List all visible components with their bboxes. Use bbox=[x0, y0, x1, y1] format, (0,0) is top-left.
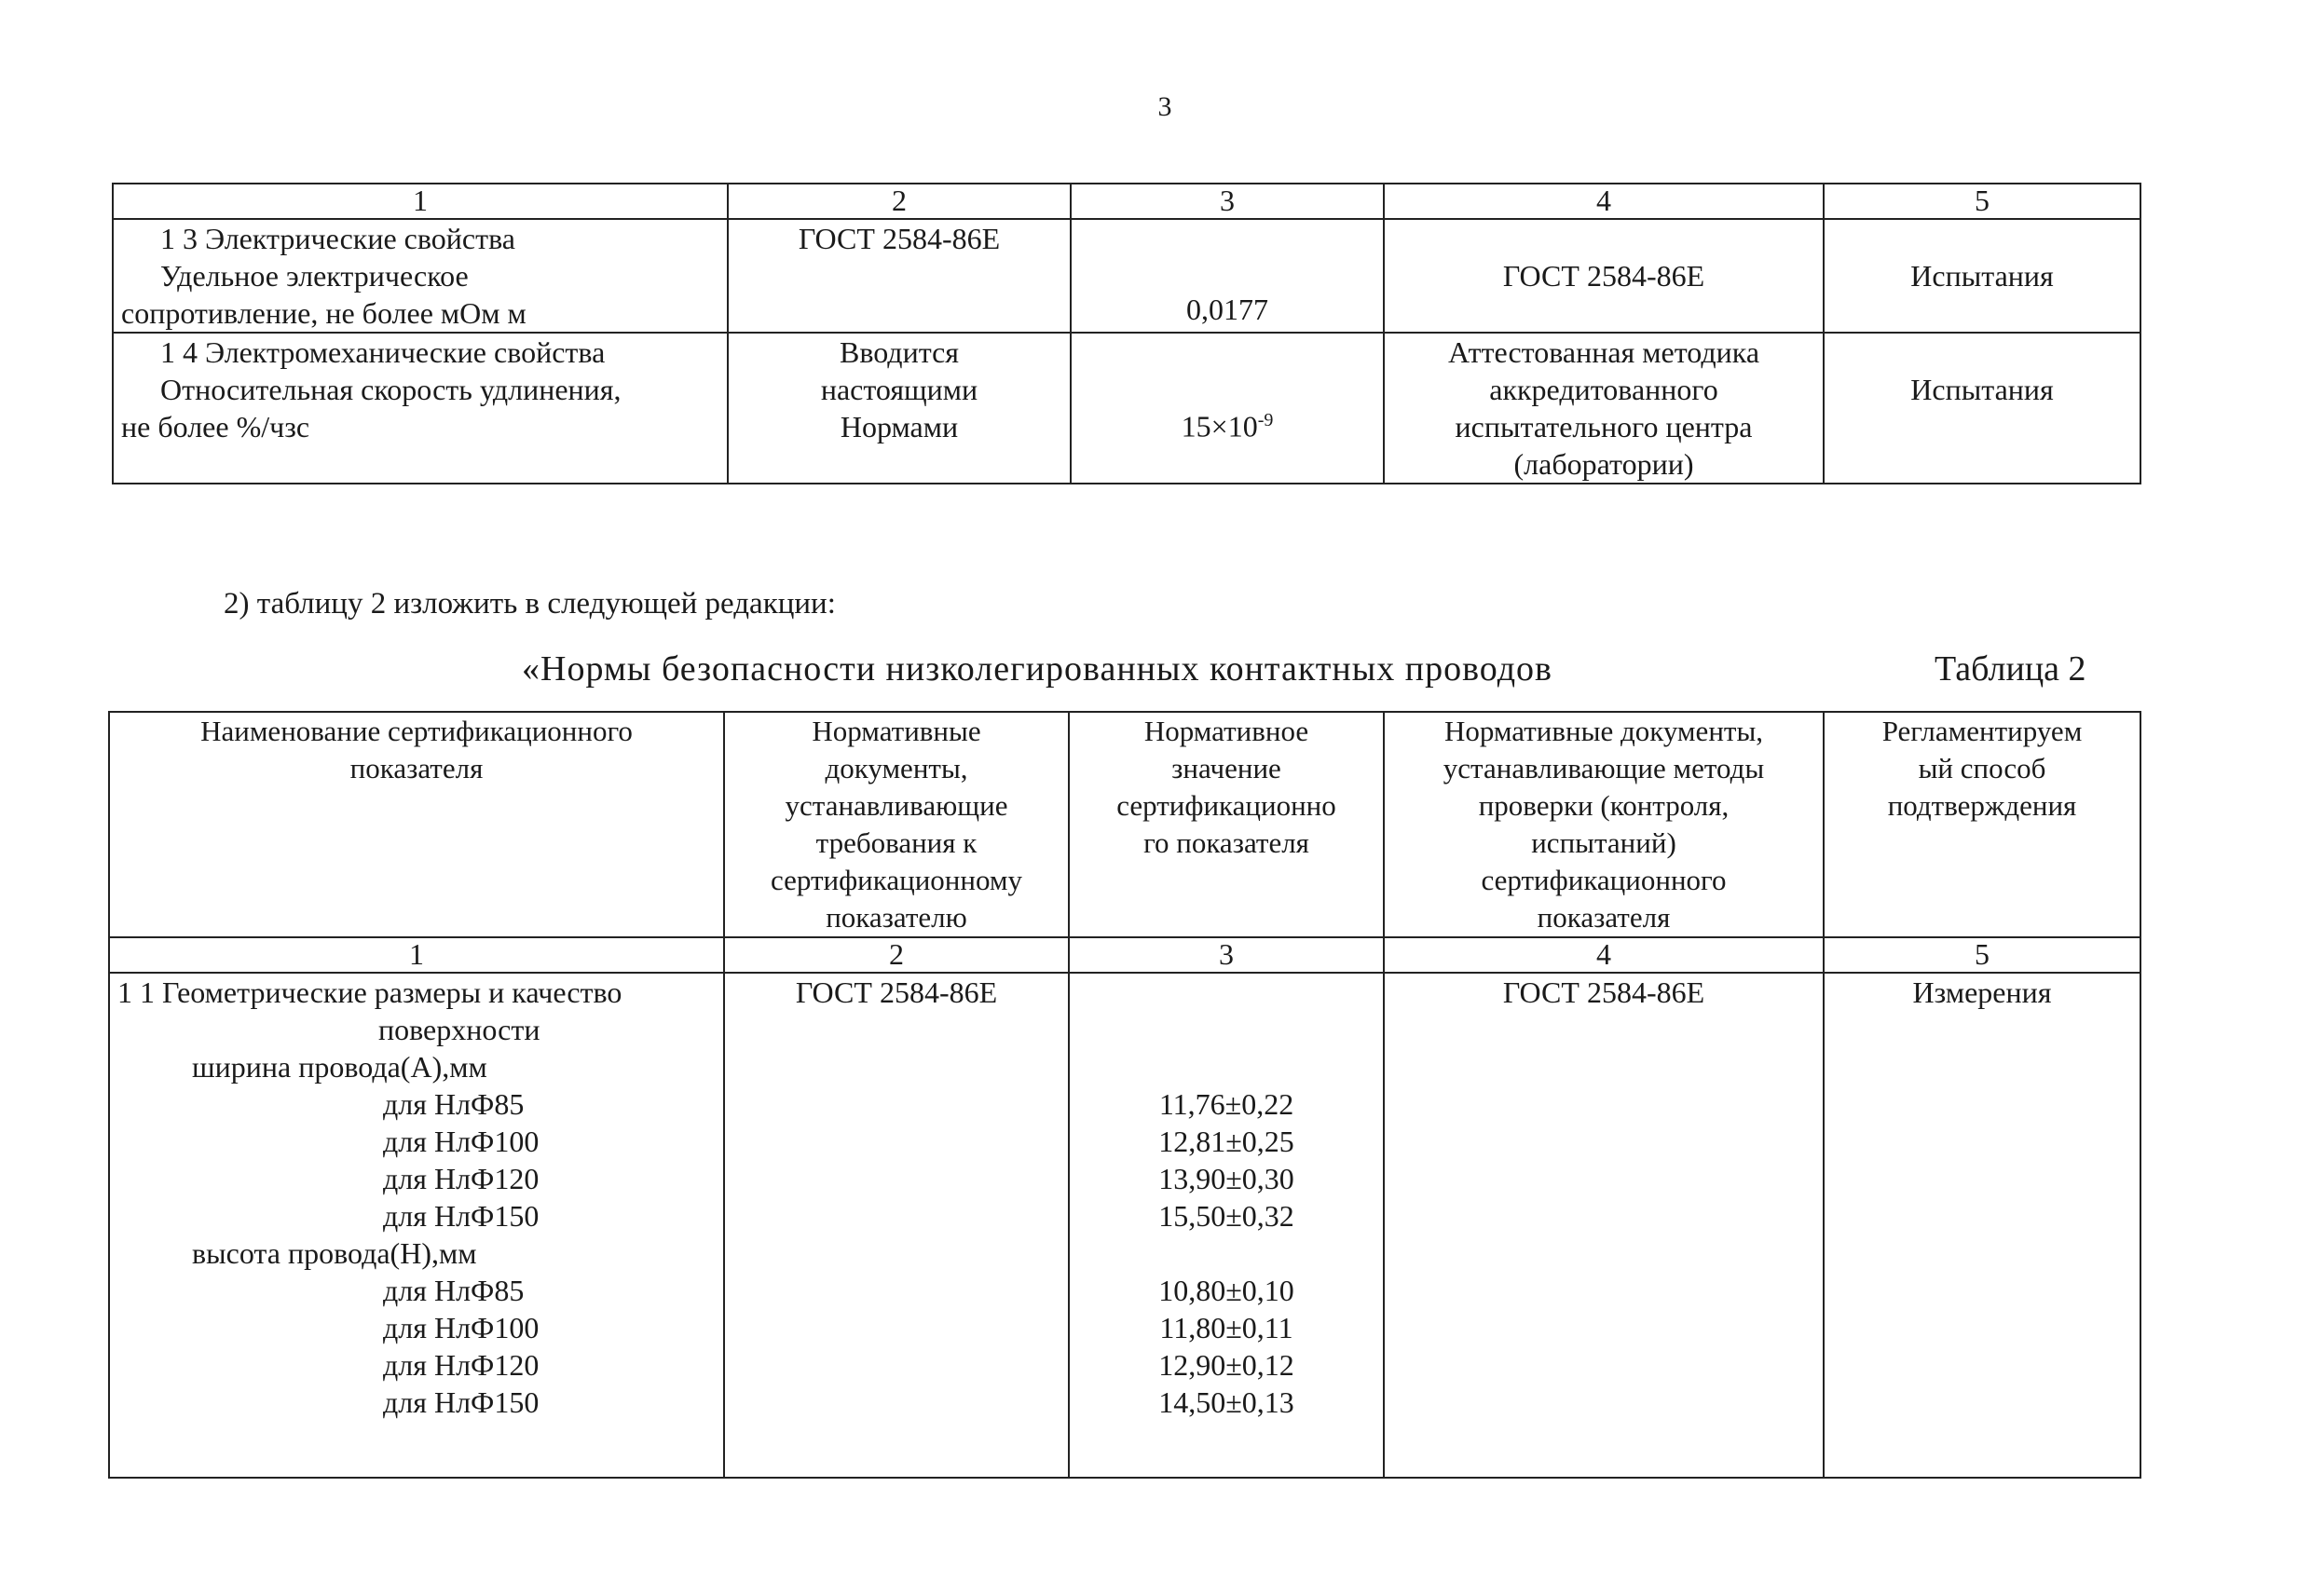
table2-header-value-line1: Нормативное bbox=[1143, 715, 1309, 747]
table2-colnum-4: 4 bbox=[1384, 937, 1824, 973]
table2-header-name-line2: показателя bbox=[349, 752, 484, 784]
width-value-4: 15,50±0,32 bbox=[1158, 1199, 1294, 1233]
table1-row1-name bbox=[113, 219, 728, 333]
table1-column-numbers bbox=[113, 184, 2140, 219]
table2-header-value-line3: сертификационно bbox=[1116, 789, 1336, 822]
table1-row2-method-line1: Аттестованная методика bbox=[1447, 335, 1760, 369]
table1-row2-value-base: 15×10 bbox=[1181, 410, 1258, 443]
height-item-label-3: для НлФ120 bbox=[383, 1348, 540, 1382]
table1-colnum-3: 3 bbox=[1071, 184, 1384, 219]
table2-header-confirm-line2: ый способ bbox=[1918, 752, 2046, 784]
table2-label: Таблица 2 bbox=[1935, 649, 2086, 689]
table2-header-confirm-line3: подтверждения bbox=[1887, 789, 2077, 822]
table2-header-norm-doc-line4: требования к bbox=[815, 826, 978, 859]
table2-header-norm-doc-line5: сертификационному bbox=[770, 864, 1023, 896]
table2-colnum-1: 1 bbox=[109, 937, 724, 973]
table1-row2-confirm-cell bbox=[1824, 333, 2140, 484]
table2-header-value bbox=[1069, 712, 1384, 937]
height-value-4: 14,50±0,13 bbox=[1158, 1385, 1294, 1419]
table2-row-method-doc: ГОСТ 2584-86Е bbox=[1384, 973, 1824, 1478]
table2-header-method-line6: показателя bbox=[1537, 901, 1671, 934]
width-item-label-1: для НлФ85 bbox=[383, 1087, 525, 1121]
table2-header-confirm bbox=[1824, 712, 2140, 937]
table1-row2-norm-doc-line3: Нормами bbox=[840, 410, 959, 443]
table1-row2-confirm: Испытания bbox=[1910, 373, 2054, 406]
table1-row2-method-line4: (лаборатории) bbox=[1513, 447, 1694, 481]
table1-row2-name-line1: 1 4 Электромеханические свойства bbox=[160, 335, 606, 369]
table2-colnum-5: 5 bbox=[1824, 937, 2140, 973]
height-label: высота провода(Н),мм bbox=[192, 1236, 477, 1270]
height-item-label-1: для НлФ85 bbox=[383, 1274, 525, 1307]
table2-row-norm-doc: ГОСТ 2584-86Е bbox=[724, 973, 1069, 1478]
width-value-2: 12,81±0,25 bbox=[1158, 1125, 1294, 1158]
table1-colnum-2: 2 bbox=[728, 184, 1071, 219]
width-item-label-4: для НлФ150 bbox=[383, 1199, 540, 1233]
width-value-1: 11,76±0,22 bbox=[1158, 1087, 1294, 1121]
table2-header-norm-doc-line6: показателю bbox=[826, 901, 967, 934]
table2-header-norm-doc bbox=[724, 712, 1069, 937]
table2-header-value-line4: го показателя bbox=[1143, 826, 1309, 859]
table-row bbox=[113, 219, 2140, 333]
table2-header-method-line3: проверки (контроля, bbox=[1478, 789, 1730, 822]
table-1 bbox=[112, 183, 2141, 484]
table1-row2-value-exp: -9 bbox=[1257, 410, 1274, 431]
table1-row1-name-line1: 1 3 Электрические свойства bbox=[160, 222, 515, 255]
table2-header-method-line2: устанавливающие методы bbox=[1443, 752, 1765, 784]
height-value-1: 10,80±0,10 bbox=[1158, 1274, 1294, 1307]
table2-header-norm-doc-line1: Нормативные bbox=[812, 715, 981, 747]
height-value-3: 12,90±0,12 bbox=[1158, 1348, 1294, 1382]
table2-row-values bbox=[1069, 973, 1384, 1478]
table2-row-title-line1: 1 1 Геометрические размеры и качество bbox=[117, 975, 622, 1009]
table2-row-confirm: Измерения bbox=[1824, 973, 2140, 1478]
table2-row-name bbox=[109, 973, 724, 1478]
table1-row2-method-doc bbox=[1384, 333, 1824, 484]
table1-row1-value-cell bbox=[1071, 219, 1384, 333]
table1-row2-value bbox=[1072, 402, 1383, 445]
table-row bbox=[109, 973, 2140, 1478]
table1-row2-norm-doc-line2: настоящими bbox=[820, 373, 978, 406]
table1-row1-name-line2: Удельное электрическое bbox=[160, 259, 469, 293]
width-label: ширина провода(А),мм bbox=[192, 1050, 487, 1084]
table2-header-method-line5: сертификационного bbox=[1481, 864, 1727, 896]
width-item-label-2: для НлФ100 bbox=[383, 1125, 540, 1158]
table1-row1-method-doc: ГОСТ 2584-86Е bbox=[1502, 259, 1705, 293]
table1-row1-name-line3: сопротивление, не более мОм м bbox=[121, 296, 526, 330]
table1-row2-norm-doc bbox=[728, 333, 1071, 484]
table2-header-method bbox=[1384, 712, 1824, 937]
table1-row2-norm-doc-line1: Вводится bbox=[839, 335, 959, 369]
table1-row2-method-line3: испытательного центра bbox=[1455, 410, 1753, 443]
table1-row1-confirm-cell bbox=[1824, 219, 2140, 333]
table1-row2-name-line3: не более %/чзс bbox=[121, 410, 310, 443]
table1-row2-method-line2: аккредитованного bbox=[1489, 373, 1718, 406]
table2-header-row bbox=[109, 712, 2140, 937]
height-item-label-4: для НлФ150 bbox=[383, 1385, 540, 1419]
table-2 bbox=[108, 711, 2141, 1479]
table2-colnum-3: 3 bbox=[1069, 937, 1384, 973]
table2-colnum-2: 2 bbox=[724, 937, 1069, 973]
table1-row1-value: 0,0177 bbox=[1186, 293, 1268, 326]
table1-row1-method-cell bbox=[1384, 219, 1824, 333]
width-value-3: 13,90±0,30 bbox=[1158, 1162, 1294, 1195]
table1-colnum-5: 5 bbox=[1824, 184, 2140, 219]
table2-header-norm-doc-line3: устанавливающие bbox=[785, 789, 1008, 822]
instruction-text: 2) таблицу 2 изложить в следующей редакции: bbox=[224, 587, 836, 621]
width-item-label-3: для НлФ120 bbox=[383, 1162, 540, 1195]
table2-header-value-line2: значение bbox=[1171, 752, 1281, 784]
table1-row1-norm-doc: ГОСТ 2584-86Е bbox=[728, 219, 1071, 333]
table1-row2-name-line2: Относительная скорость удлинения, bbox=[160, 373, 622, 406]
table1-row1-confirm: Испытания bbox=[1910, 259, 2054, 293]
table2-header-name bbox=[109, 712, 724, 937]
table1-row2-name bbox=[113, 333, 728, 484]
table2-header-confirm-line1: Регламентируем bbox=[1881, 715, 2083, 747]
table1-row2-value-cell bbox=[1071, 333, 1384, 484]
table2-column-numbers bbox=[109, 937, 2140, 973]
table-row bbox=[113, 333, 2140, 484]
table2-header-method-line1: Нормативные документы, bbox=[1443, 715, 1764, 747]
table1-colnum-1: 1 bbox=[113, 184, 728, 219]
height-item-label-2: для НлФ100 bbox=[383, 1311, 540, 1344]
table2-header-method-line4: испытаний) bbox=[1531, 826, 1676, 859]
table2-header-name-line1: Наименование сертификационного bbox=[200, 715, 633, 747]
table2-row-title-line2: поверхности bbox=[378, 1013, 540, 1046]
table1-colnum-4: 4 bbox=[1384, 184, 1824, 219]
table2-title: «Нормы безопасности низколегированных контактных проводов bbox=[522, 649, 1552, 689]
height-value-2: 11,80±0,11 bbox=[1159, 1311, 1293, 1344]
page-number: 3 bbox=[1157, 91, 1172, 122]
table2-header-norm-doc-line2: документы, bbox=[825, 752, 968, 784]
